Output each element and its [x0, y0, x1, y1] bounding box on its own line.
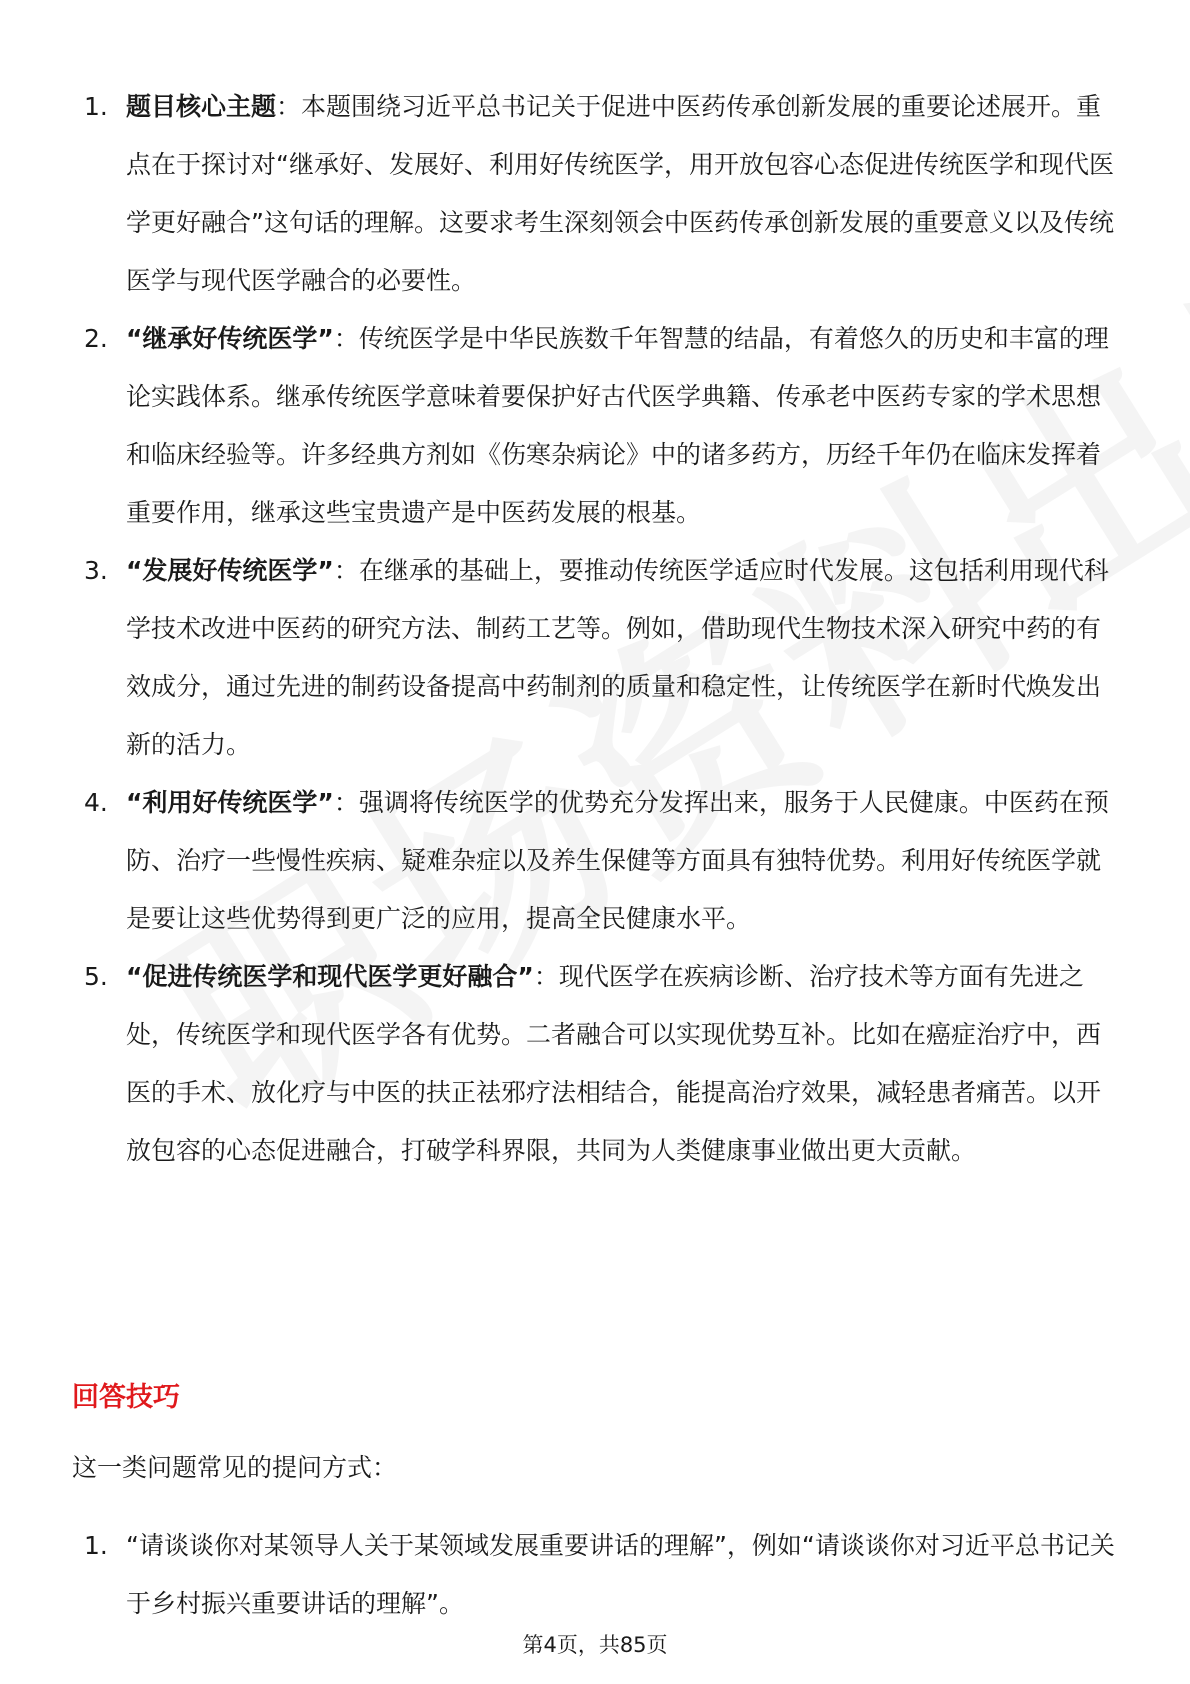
list-item-text: ：在继承的基础上，要推动传统医学适应时代发展。这包括利用现代科学技术改进中医药的研究方法、制药工艺等。例如，借助现代生物技术深入研究中药的有效成分，通过先进的制药设备提高中药制剂的质量和稳定性，让传统医学在新时代焕发出新的活力。 [126, 556, 1109, 759]
list-item-number: 5. [84, 962, 108, 991]
list-item-body [126, 774, 1118, 948]
list-item [0, 774, 1190, 948]
list-item-number: 1. [84, 1531, 108, 1560]
list-item-lead: “发展好传统医学” [126, 556, 334, 585]
list-item-number: 3. [84, 556, 108, 585]
section-heading: 回答技巧 [72, 1382, 180, 1413]
list-item-lead: “促进传统医学和现代医学更好融合” [126, 962, 534, 991]
page-footer: 第4页，共85页 [522, 1633, 668, 1657]
list-item-text: “请谈谈你对某领导人关于某领域发展重要讲话的理解”，例如“请谈谈你对习近平总书记关于乡村振兴重要讲话的理解”。 [126, 1531, 1115, 1618]
list-item-body [126, 310, 1118, 542]
list-item-lead: “继承好传统医学” [126, 324, 334, 353]
list-item-lead: “利用好传统医学” [126, 788, 334, 817]
list-item-number: 2. [84, 324, 108, 353]
intro-text: 这一类问题常见的提问方式： [72, 1453, 398, 1482]
list-item-body [126, 78, 1118, 310]
list-item-text: ：传统医学是中华民族数千年智慧的结晶，有着悠久的历史和丰富的理论实践体系。继承传统医学意味着要保护好古代医学典籍、传承老中医药专家的学术思想和临床经验等。许多经典方剂如《伤寒杂病论》中的诸多药方，历经千年仍在临床发挥着重要作用，继承这些宝贵遗产是中医药发展的根基。 [126, 324, 1109, 527]
list-item-body [126, 542, 1118, 774]
list-item-text: ：本题围绕习近平总书记关于促进中医药传承创新发展的重要论述展开。重点在于探讨对“继承好、发展好、利用好传统医学，用开放包容心态促进传统医学和现代医学更好融合”这句话的理解。这要求考生深刻领会中医药传承创新发展的重要意义以及传统医学与现代医学融合的必要性。 [126, 92, 1114, 295]
list-item [0, 1517, 1190, 1633]
list-item [0, 948, 1190, 1180]
list-item [0, 78, 1190, 310]
list-item-text: ：强调将传统医学的优势充分发挥出来，服务于人民健康。中医药在预防、治疗一些慢性疾病、疑难杂症以及养生保健等方面具有独特优势。利用好传统医学就是要让这些优势得到更广泛的应用，提高全民健康水平。 [126, 788, 1109, 933]
list-item-number: 1. [84, 92, 108, 121]
list-item [0, 542, 1190, 774]
list-item-body [126, 948, 1118, 1180]
analysis-list [0, 78, 1190, 1180]
question-list [0, 1517, 1190, 1633]
list-item-number: 4. [84, 788, 108, 817]
list-item [0, 310, 1190, 542]
list-item-text: ：现代医学在疾病诊断、治疗技术等方面有先进之处，传统医学和现代医学各有优势。二者融合可以实现优势互补。比如在癌症治疗中，西医的手术、放化疗与中医的扶正祛邪疗法相结合，能提高治疗效果，减轻患者痛苦。以开放包容的心态促进融合，打破学科界限，共同为人类健康事业做出更大贡献。 [126, 962, 1102, 1165]
list-item-lead: 题目核心主题 [126, 92, 277, 121]
